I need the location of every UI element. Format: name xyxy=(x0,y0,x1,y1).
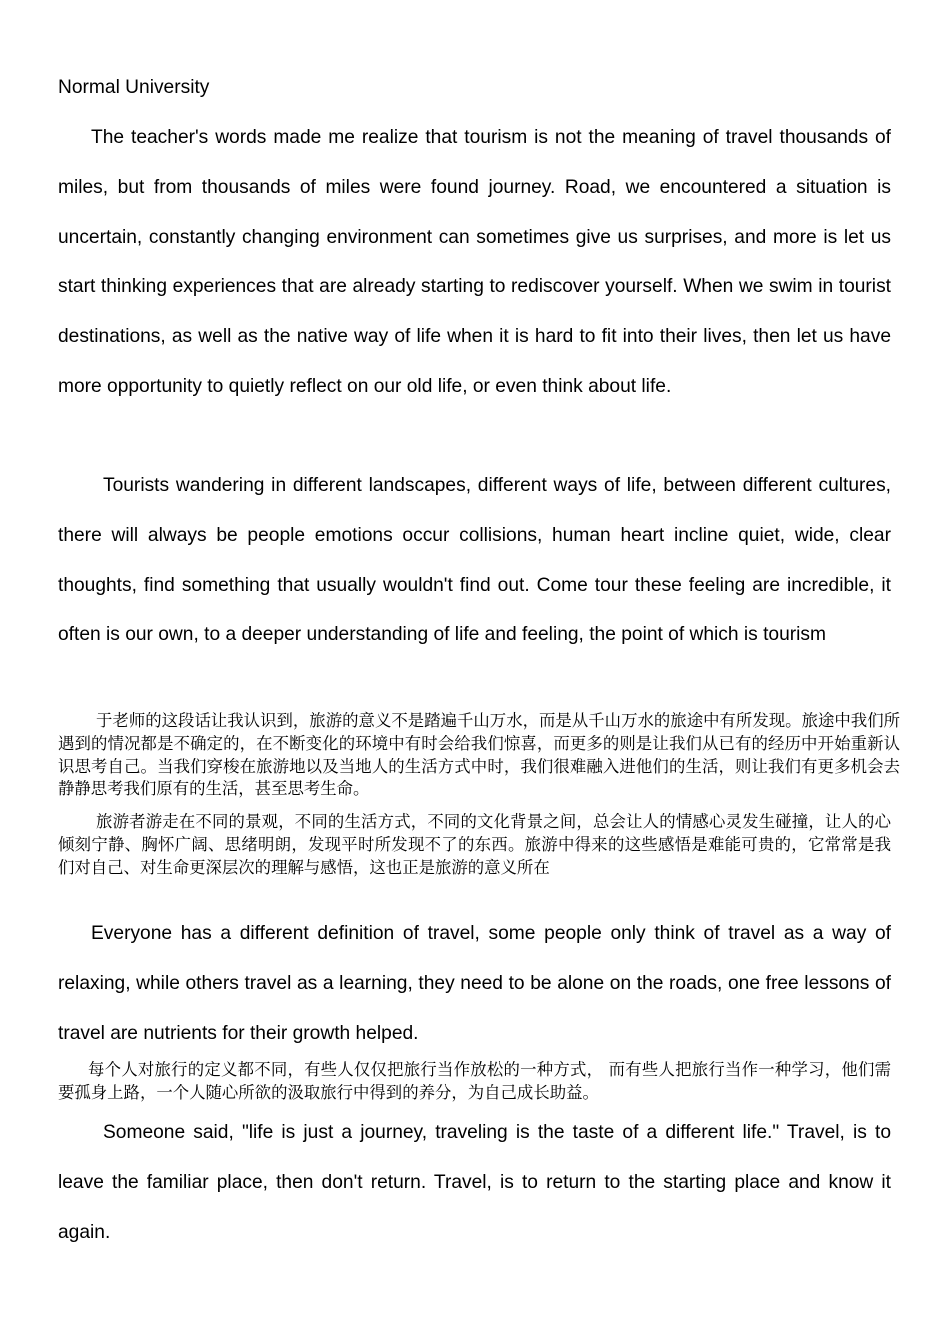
chinese-paragraph-1: 于老师的这段话让我认识到，旅游的意义不是踏遍千山万水，而是从千山万水的旅途中有所发现。旅途中我们所遇到的情况都是不确定的，在不断变化的环境中有时会给我们惊喜，而更多的则是让我们从已有的经历中开始重新认识思考自己。当我们穿梭在旅游地以及当地人的生活方式中时，我们很难融入进他们的生活，则让我们有更多机会去静静思考我们原有的生活，甚至思考生命。 xyxy=(58,711,900,799)
english-paragraph-1: The teacher's words made me realize that tourism is not the meaning of travel thousands of miles, but from thousands of miles were found journey. Road, we encountered a situation is uncertain, constantly changing environment can sometimes give us surprises, and more is let us start thinking experiences that are already starting to rediscover yourself. When we swim in tourist destinations, as well as the native way of life when it is hard to fit into their lives, then let us have more opportunity to quietly reflect on our old life, or even think about life. xyxy=(58,127,891,397)
chinese-paragraph-3: 每个人对旅行的定义都不同，有些人仅仅把旅行当作放松的一种方式， 而有些人把旅行当作一种学习，他们需要孤身上路，一个人随心所欲的汲取旅行中得到的养分，为自己成长助益。 xyxy=(58,1060,891,1102)
english-paragraph-2: Tourists wandering in different landscapes, different ways of life, between different cultures, there will always be people emotions occur collisions, human heart incline quiet, wide, clear thoughts, find something that usually wouldn't find out. Come tour these feeling are incredible, it often is our own, to a deeper understanding of life and feeling, the point of which is tourism xyxy=(58,475,891,646)
document-heading: Normal University xyxy=(58,77,210,98)
chinese-paragraph-2: 旅游者游走在不同的景观，不同的生活方式，不同的文化背景之间，总会让人的情感心灵发生碰撞，让人的心倾刻宁静、胸怀广阔、思绪明朗，发现平时所发现不了的东西。旅游中得来的这些感悟是难能可贵的，它常常是我们对自己、对生命更深层次的理解与感悟，这也正是旅游的意义所在 xyxy=(58,812,891,877)
english-paragraph-4: Someone said, "life is just a journey, traveling is the taste of a different life." Travel, is to leave the familiar place, then don't return. Travel, is to return to the starting place and know it again. xyxy=(58,1122,891,1243)
english-paragraph-3: Everyone has a different definition of travel, some people only think of travel as a way of relaxing, while others travel as a learning, they need to be alone on the roads, one free lessons of travel are nutrients for their growth helped. xyxy=(58,923,891,1044)
